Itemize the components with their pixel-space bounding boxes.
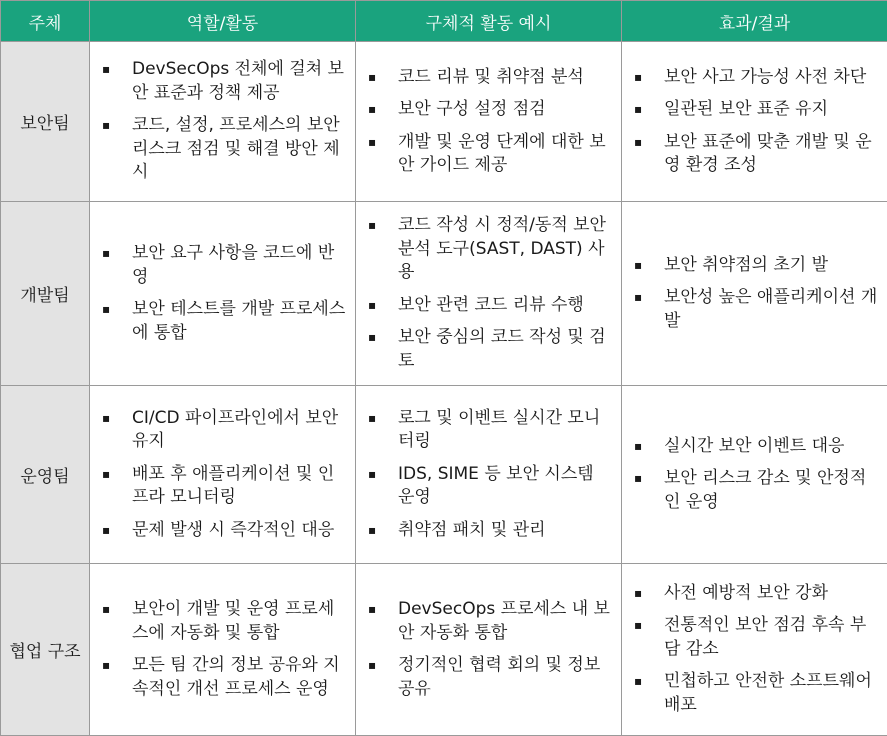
table-row xyxy=(1,386,887,564)
list-item: ▪ 보안 취약점의 초기 발 xyxy=(664,254,879,278)
list-item: ▪ 로그 및 이벤트 실시간 모니터링 xyxy=(398,407,613,454)
list-item: ▪ 보안 표준에 맞춘 개발 및 운영 환경 조성 xyxy=(664,131,879,178)
table-row xyxy=(1,202,887,386)
list-item: ▪ IDS, SIME 등 보안 시스템 운영 xyxy=(398,463,613,510)
list-item: ▪ 모든 팀 간의 정보 공유와 지속적인 개선 프로세스 운영 xyxy=(132,654,347,701)
activities-cell xyxy=(356,564,622,736)
activities-cell xyxy=(356,42,622,202)
list-item: ▪ CI/CD 파이프라인에서 보안 유지 xyxy=(132,407,347,454)
list-item: ▪ 보안성 높은 애플리케이션 개발 xyxy=(664,286,879,333)
list-item: ▪ 취약점 패치 및 관리 xyxy=(398,519,613,543)
header-subject: 주체 xyxy=(1,1,90,42)
header-activities: 구체적 활동 예시 xyxy=(356,1,622,42)
row-subject: 운영팀 xyxy=(1,386,90,564)
list-item: ▪ 보안 요구 사항을 코드에 반영 xyxy=(132,242,347,289)
list-item: ▪ 보안 사고 가능성 사전 차단 xyxy=(664,66,879,90)
row-subject: 보안팀 xyxy=(1,42,90,202)
list-item: ▪ DevSecOps 프로세스 내 보안 자동화 통합 xyxy=(398,598,613,645)
header-effects: 효과/결과 xyxy=(622,1,887,42)
roles-cell xyxy=(90,42,356,202)
list-item: ▪ 보안 리스크 감소 및 안정적인 운영 xyxy=(664,467,879,514)
row-subject: 개발팀 xyxy=(1,202,90,386)
list-item: ▪ 보안 테스트를 개발 프로세스에 통합 xyxy=(132,298,347,345)
list-item: ▪ 코드 리뷰 및 취약점 분석 xyxy=(398,66,613,90)
table-row xyxy=(1,564,887,736)
row-subject: 협업 구조 xyxy=(1,564,90,736)
list-item: ▪ 코드 작성 시 정적/동적 보안 분석 도구(SAST, DAST) 사용 xyxy=(398,214,613,285)
effects-cell xyxy=(622,386,887,564)
effects-cell xyxy=(622,564,887,736)
list-item: ▪ 개발 및 운영 단계에 대한 보안 가이드 제공 xyxy=(398,131,613,178)
list-item: ▪ 문제 발생 시 즉각적인 대응 xyxy=(132,519,347,543)
effects-cell xyxy=(622,42,887,202)
list-item: ▪ 정기적인 협력 회의 및 정보 공유 xyxy=(398,654,613,701)
list-item: ▪ 보안 구성 설정 점검 xyxy=(398,98,613,122)
list-item: ▪ 실시간 보안 이벤트 대응 xyxy=(664,435,879,459)
table-row xyxy=(1,42,887,202)
list-item: ▪ 사전 예방적 보안 강화 xyxy=(664,582,879,606)
effects-cell xyxy=(622,202,887,386)
list-item: ▪ 민첩하고 안전한 소프트웨어 배포 xyxy=(664,670,879,717)
roles-cell xyxy=(90,564,356,736)
activities-cell xyxy=(356,386,622,564)
list-item: ▪ 보안 관련 코드 리뷰 수행 xyxy=(398,294,613,318)
header-roles: 역할/활동 xyxy=(90,1,356,42)
roles-cell xyxy=(90,202,356,386)
list-item: ▪ 보안 중심의 코드 작성 및 검토 xyxy=(398,326,613,373)
list-item: ▪ 배포 후 애플리케이션 및 인프라 모니터링 xyxy=(132,463,347,510)
activities-cell xyxy=(356,202,622,386)
list-item: ▪ 전통적인 보안 점검 후속 부담 감소 xyxy=(664,614,879,661)
roles-cell xyxy=(90,386,356,564)
list-item: ▪ 보안이 개발 및 운영 프로세스에 자동화 및 통합 xyxy=(132,598,347,645)
list-item: ▪ 일관된 보안 표준 유지 xyxy=(664,98,879,122)
list-item: ▪ 코드, 설정, 프로세스의 보안 리스크 점검 및 해결 방안 제시 xyxy=(132,114,347,185)
list-item: ▪ DevSecOps 전체에 걸쳐 보안 표준과 정책 제공 xyxy=(132,58,347,105)
header-row xyxy=(1,1,887,42)
